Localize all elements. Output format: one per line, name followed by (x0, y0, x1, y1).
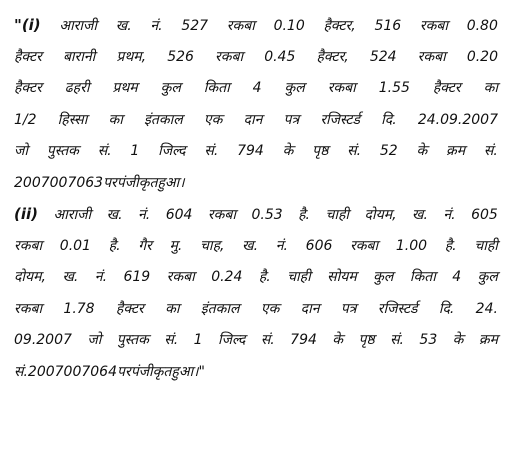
word: 09.2007 (14, 332, 72, 348)
word: हैक्टर (14, 48, 42, 65)
word: दि. (438, 300, 455, 317)
word: कुल (284, 80, 305, 96)
word: इंतकाल (144, 111, 183, 128)
word: हैक्टर, (316, 48, 349, 65)
word: सं. (390, 332, 404, 348)
word: नं. (94, 269, 108, 285)
word: पत्र (283, 111, 300, 128)
text-line (14, 357, 498, 389)
word: 604 (165, 207, 193, 223)
word: सं. (14, 363, 28, 380)
word: 24. (475, 300, 498, 317)
word: इंतकाल (200, 300, 240, 317)
word: 794 (237, 143, 264, 159)
word: एक (203, 111, 223, 128)
word: कुल (477, 269, 498, 285)
word: रकबा (419, 18, 448, 34)
document-text (14, 10, 498, 388)
word: 4 (452, 269, 462, 285)
word: 1/2 (14, 111, 37, 128)
word: सं. (347, 143, 362, 159)
word: बारानी (62, 48, 96, 65)
word: कुल (373, 269, 394, 285)
word: पत्र (340, 300, 357, 317)
word: ढहरी (64, 80, 90, 96)
word: का (483, 80, 498, 96)
word: सोयम (327, 269, 357, 285)
word: पर (103, 174, 117, 191)
word: चाही (325, 207, 350, 223)
word: ख. (242, 237, 259, 254)
word: के (452, 332, 464, 348)
word: के (282, 143, 294, 159)
word: है. (108, 237, 121, 254)
word: प्रथम, (116, 48, 147, 65)
word: है. (298, 207, 311, 223)
word: 0.10 (273, 18, 305, 34)
word: 52 (379, 143, 398, 159)
word: सं. (97, 143, 112, 159)
word: पंजीकृत (116, 174, 158, 191)
word: के (332, 332, 344, 348)
word: 0.24 (211, 269, 243, 285)
text-line (14, 168, 498, 200)
paragraph-ii (14, 199, 498, 388)
word: हैक्टर, (323, 18, 356, 34)
word: रकबा (350, 237, 379, 254)
word: ख. (106, 207, 123, 223)
word: 605 (471, 207, 498, 223)
word: मु. (169, 237, 183, 254)
word: हिस्सा (57, 111, 88, 128)
word: है. (444, 237, 457, 254)
word: रकबा (327, 80, 356, 96)
word: सं. (164, 332, 179, 348)
word: हैक्टर (115, 300, 144, 317)
word: 53 (419, 332, 438, 348)
word: का (108, 111, 123, 128)
word: है. (258, 269, 271, 285)
paragraph-marker: (ii) (14, 205, 38, 223)
word: एक (260, 300, 280, 317)
word: 0.45 (264, 48, 296, 65)
word: 516 (374, 18, 402, 34)
word: 1 (130, 143, 140, 159)
word: नं. (150, 18, 163, 34)
word: 24.09.2007 (417, 111, 498, 128)
word: रकबा (166, 269, 195, 285)
word: चाही (287, 269, 311, 285)
word: नं. (443, 207, 456, 223)
text-line (14, 325, 498, 357)
word: 606 (305, 237, 333, 254)
word: दोयम, (364, 207, 397, 223)
word: हुआ।" (171, 363, 205, 380)
word: 619 (123, 269, 151, 285)
word: गैर (138, 237, 152, 254)
text-line (14, 262, 498, 294)
text-line (14, 294, 498, 326)
word: रकबा (14, 300, 43, 317)
word: 527 (181, 18, 209, 34)
paragraph-marker: "(i) (14, 16, 41, 34)
word: रजिस्टर्ड (377, 300, 418, 317)
word: जो (14, 143, 29, 159)
word: किता (203, 80, 230, 96)
word: रकबा (417, 48, 446, 65)
word: नं. (138, 207, 151, 223)
word: दान (300, 300, 320, 317)
word: पृष्ठ (312, 143, 329, 159)
paragraph-i (14, 10, 498, 199)
text-line (14, 136, 498, 168)
word: 1.78 (63, 300, 95, 317)
word: पुस्तक (46, 143, 79, 159)
word: जिल्द (158, 143, 186, 159)
word: 0.80 (466, 18, 498, 34)
text-line (14, 105, 498, 137)
word: किता (409, 269, 436, 285)
text-line (14, 42, 498, 74)
word: जो (87, 332, 102, 348)
word: पंजीकृत (130, 363, 172, 380)
word: रजिस्टर्ड (320, 111, 361, 128)
word: ख. (412, 207, 428, 223)
word: 526 (167, 48, 194, 65)
word: 0.20 (466, 48, 498, 65)
word: रकबा (14, 237, 43, 254)
word: 1 (193, 332, 203, 348)
word: 524 (369, 48, 397, 65)
word: सं. (204, 143, 219, 159)
text-line (14, 73, 498, 105)
word: ख. (62, 269, 79, 285)
word: नं. (275, 237, 288, 254)
word: दोयम, (14, 269, 47, 285)
word: जिल्द (217, 332, 246, 348)
word: 4 (252, 80, 262, 96)
word: रकबा (215, 48, 244, 65)
word: 0.01 (59, 237, 91, 254)
word: 2007007063 (14, 174, 104, 191)
word: सं. (260, 332, 275, 348)
word: आराजी (53, 207, 92, 223)
word: 0.53 (251, 207, 283, 223)
word: प्रथम (112, 80, 138, 96)
word: ख. (115, 18, 132, 34)
word: 1.55 (378, 80, 410, 96)
word: क्रम (478, 332, 498, 348)
word: चाह, (200, 237, 225, 254)
word: पृष्ठ (358, 332, 375, 348)
word: 794 (290, 332, 317, 348)
text-line (14, 10, 498, 42)
text-line (14, 231, 498, 263)
word: सं. (483, 143, 498, 159)
word: रकबा (226, 18, 255, 34)
word: 2007007064 (27, 363, 117, 380)
word: रकबा (207, 207, 237, 223)
word: 1.00 (395, 237, 428, 254)
word: पुस्तक (116, 332, 149, 348)
word: कुल (160, 80, 181, 96)
word: दान (243, 111, 263, 128)
text-line (14, 199, 498, 231)
word: क्रम (446, 143, 466, 159)
word: पर (117, 363, 131, 380)
word: चाही (474, 237, 498, 254)
word: आराजी (59, 18, 98, 34)
word: हैक्टर (432, 80, 461, 96)
word: के (416, 143, 428, 159)
word: का (165, 300, 180, 317)
word: दि. (381, 111, 397, 128)
word: हैक्टर (14, 80, 42, 96)
word: हुआ। (157, 174, 185, 191)
